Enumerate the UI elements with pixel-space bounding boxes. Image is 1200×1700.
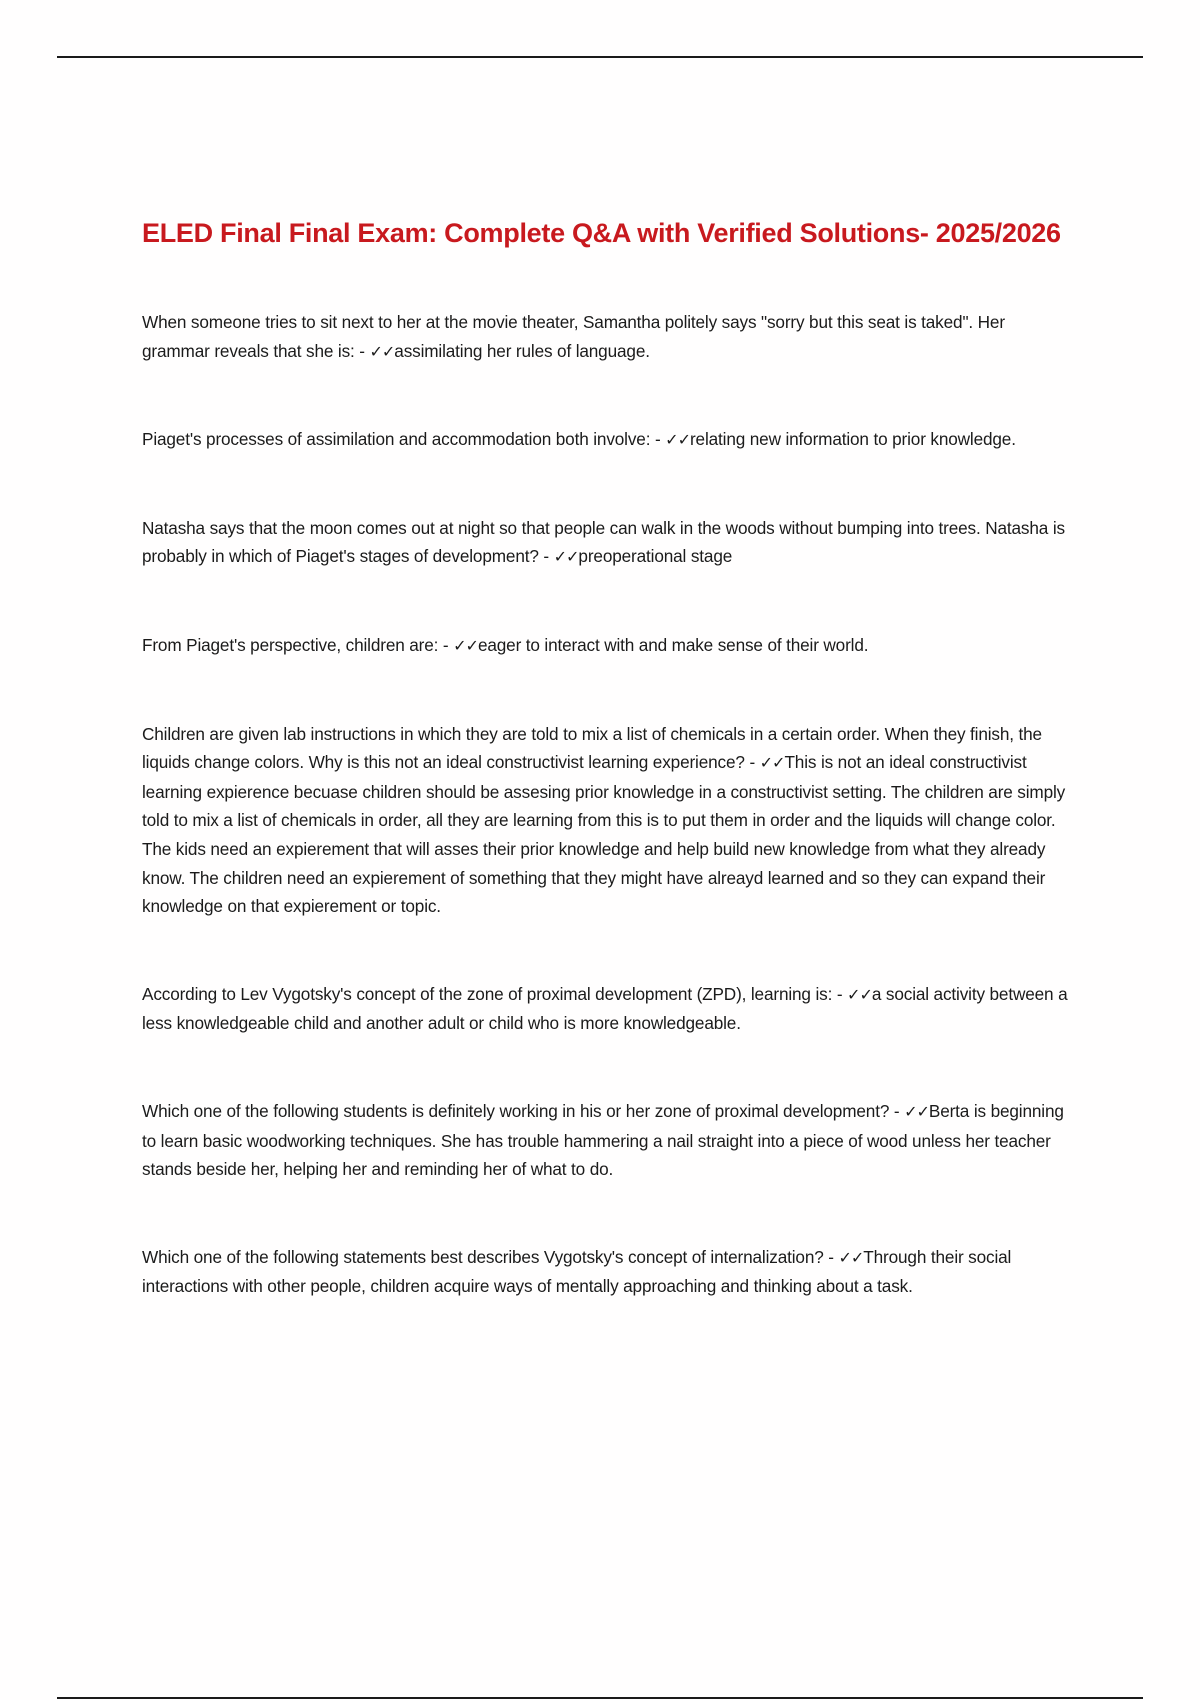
answer-text: relating new information to prior knowledge. [689, 429, 1016, 450]
question-text: Children are given lab instructions in which they are told to mix a list of chemicals in a certain order. When they finish, the liquids change colors. Why is this not an ideal constructivist learning experience? [142, 723, 1042, 773]
question-text: According to Lev Vygotsky's concept of the zone of proximal development (ZPD), learning is: [142, 983, 833, 1004]
check-marks-icon: ✓✓ [759, 753, 785, 773]
question-text: Piaget's processes of assimilation and accommodation both involve: [142, 429, 651, 450]
answer-text: Through their social interactions with other people, children acquire ways of mentally approaching and thinking about a task. [142, 1246, 1012, 1297]
check-marks-icon: ✓✓ [453, 635, 478, 655]
question-text: When someone tries to sit next to her at the movie theater, Samantha politely says "sorry but this seat is taked". Her grammar reveals that she is: [142, 312, 1005, 361]
qa-item [142, 514, 1072, 572]
answer-separator: - [538, 546, 554, 567]
top-rule [57, 56, 1143, 58]
qa-item [142, 1097, 1072, 1184]
question-text: Which one of the following students is definitely working in his or her zone of proximal development? [142, 1100, 890, 1121]
answer-separator: - [650, 429, 666, 450]
bottom-rule [57, 1697, 1143, 1699]
check-marks-icon: ✓✓ [369, 341, 395, 361]
qa-item [142, 631, 1072, 661]
answer-separator: - [832, 983, 848, 1004]
qa-item [142, 308, 1072, 366]
answer-text: a social activity between a less knowledgeable child and another adult or child who is more knowledgeable. [142, 983, 1068, 1034]
check-marks-icon: ✓✓ [665, 430, 690, 450]
question-text: Which one of the following statements best describes Vygotsky's concept of internalization? [142, 1246, 824, 1267]
qa-item [142, 1243, 1072, 1301]
question-text: Natasha says that the moon comes out at night so that people can walk in the woods without bumping into trees. Natasha is probably in which of Piaget's stages of development? [142, 517, 1065, 567]
answer-text: Berta is beginning to learn basic woodworking techniques. She has trouble hammering a nail straight into a piece of wood unless her teacher stands beside her, helping her and reminding her of what to do. [142, 1100, 1064, 1180]
answer-text: assimilating her rules of language. [394, 340, 650, 361]
check-marks-icon: ✓✓ [553, 547, 579, 567]
qa-item [142, 720, 1072, 921]
question-text: From Piaget's perspective, children are: [142, 634, 439, 655]
answer-separator: - [823, 1246, 839, 1267]
answer-separator: - [889, 1100, 905, 1121]
answer-text: This is not an ideal constructivist learning expierence becuase children should be assesing prior knowledge in a constructivist setting. The children are simply told to mix a list of chemicals in order, all they are learning from this is to put them in order and the liquids will change color. The kids need an expierement that will asses their prior knowledge and help build new knowledge from what they already know. The children need an expierement of something that they might have alreayd learned and so they can expand their knowledge on that expierement or topic. [142, 752, 1066, 917]
answer-text: preoperational stage [578, 546, 733, 567]
answer-separator: - [744, 752, 760, 773]
document-title: ELED Final Final Exam: Complete Q&A with Verified Solutions- 2025/2026 [142, 218, 1061, 248]
document-content [142, 214, 1072, 1301]
qa-list [142, 308, 1072, 1301]
check-marks-icon: ✓✓ [847, 984, 872, 1004]
check-marks-icon: ✓✓ [838, 1247, 864, 1267]
answer-text: eager to interact with and make sense of their world. [477, 634, 869, 655]
answer-separator: - [438, 634, 454, 655]
answer-separator: - [354, 340, 370, 361]
check-marks-icon: ✓✓ [904, 1101, 929, 1121]
qa-item [142, 980, 1072, 1038]
qa-item [142, 425, 1072, 455]
